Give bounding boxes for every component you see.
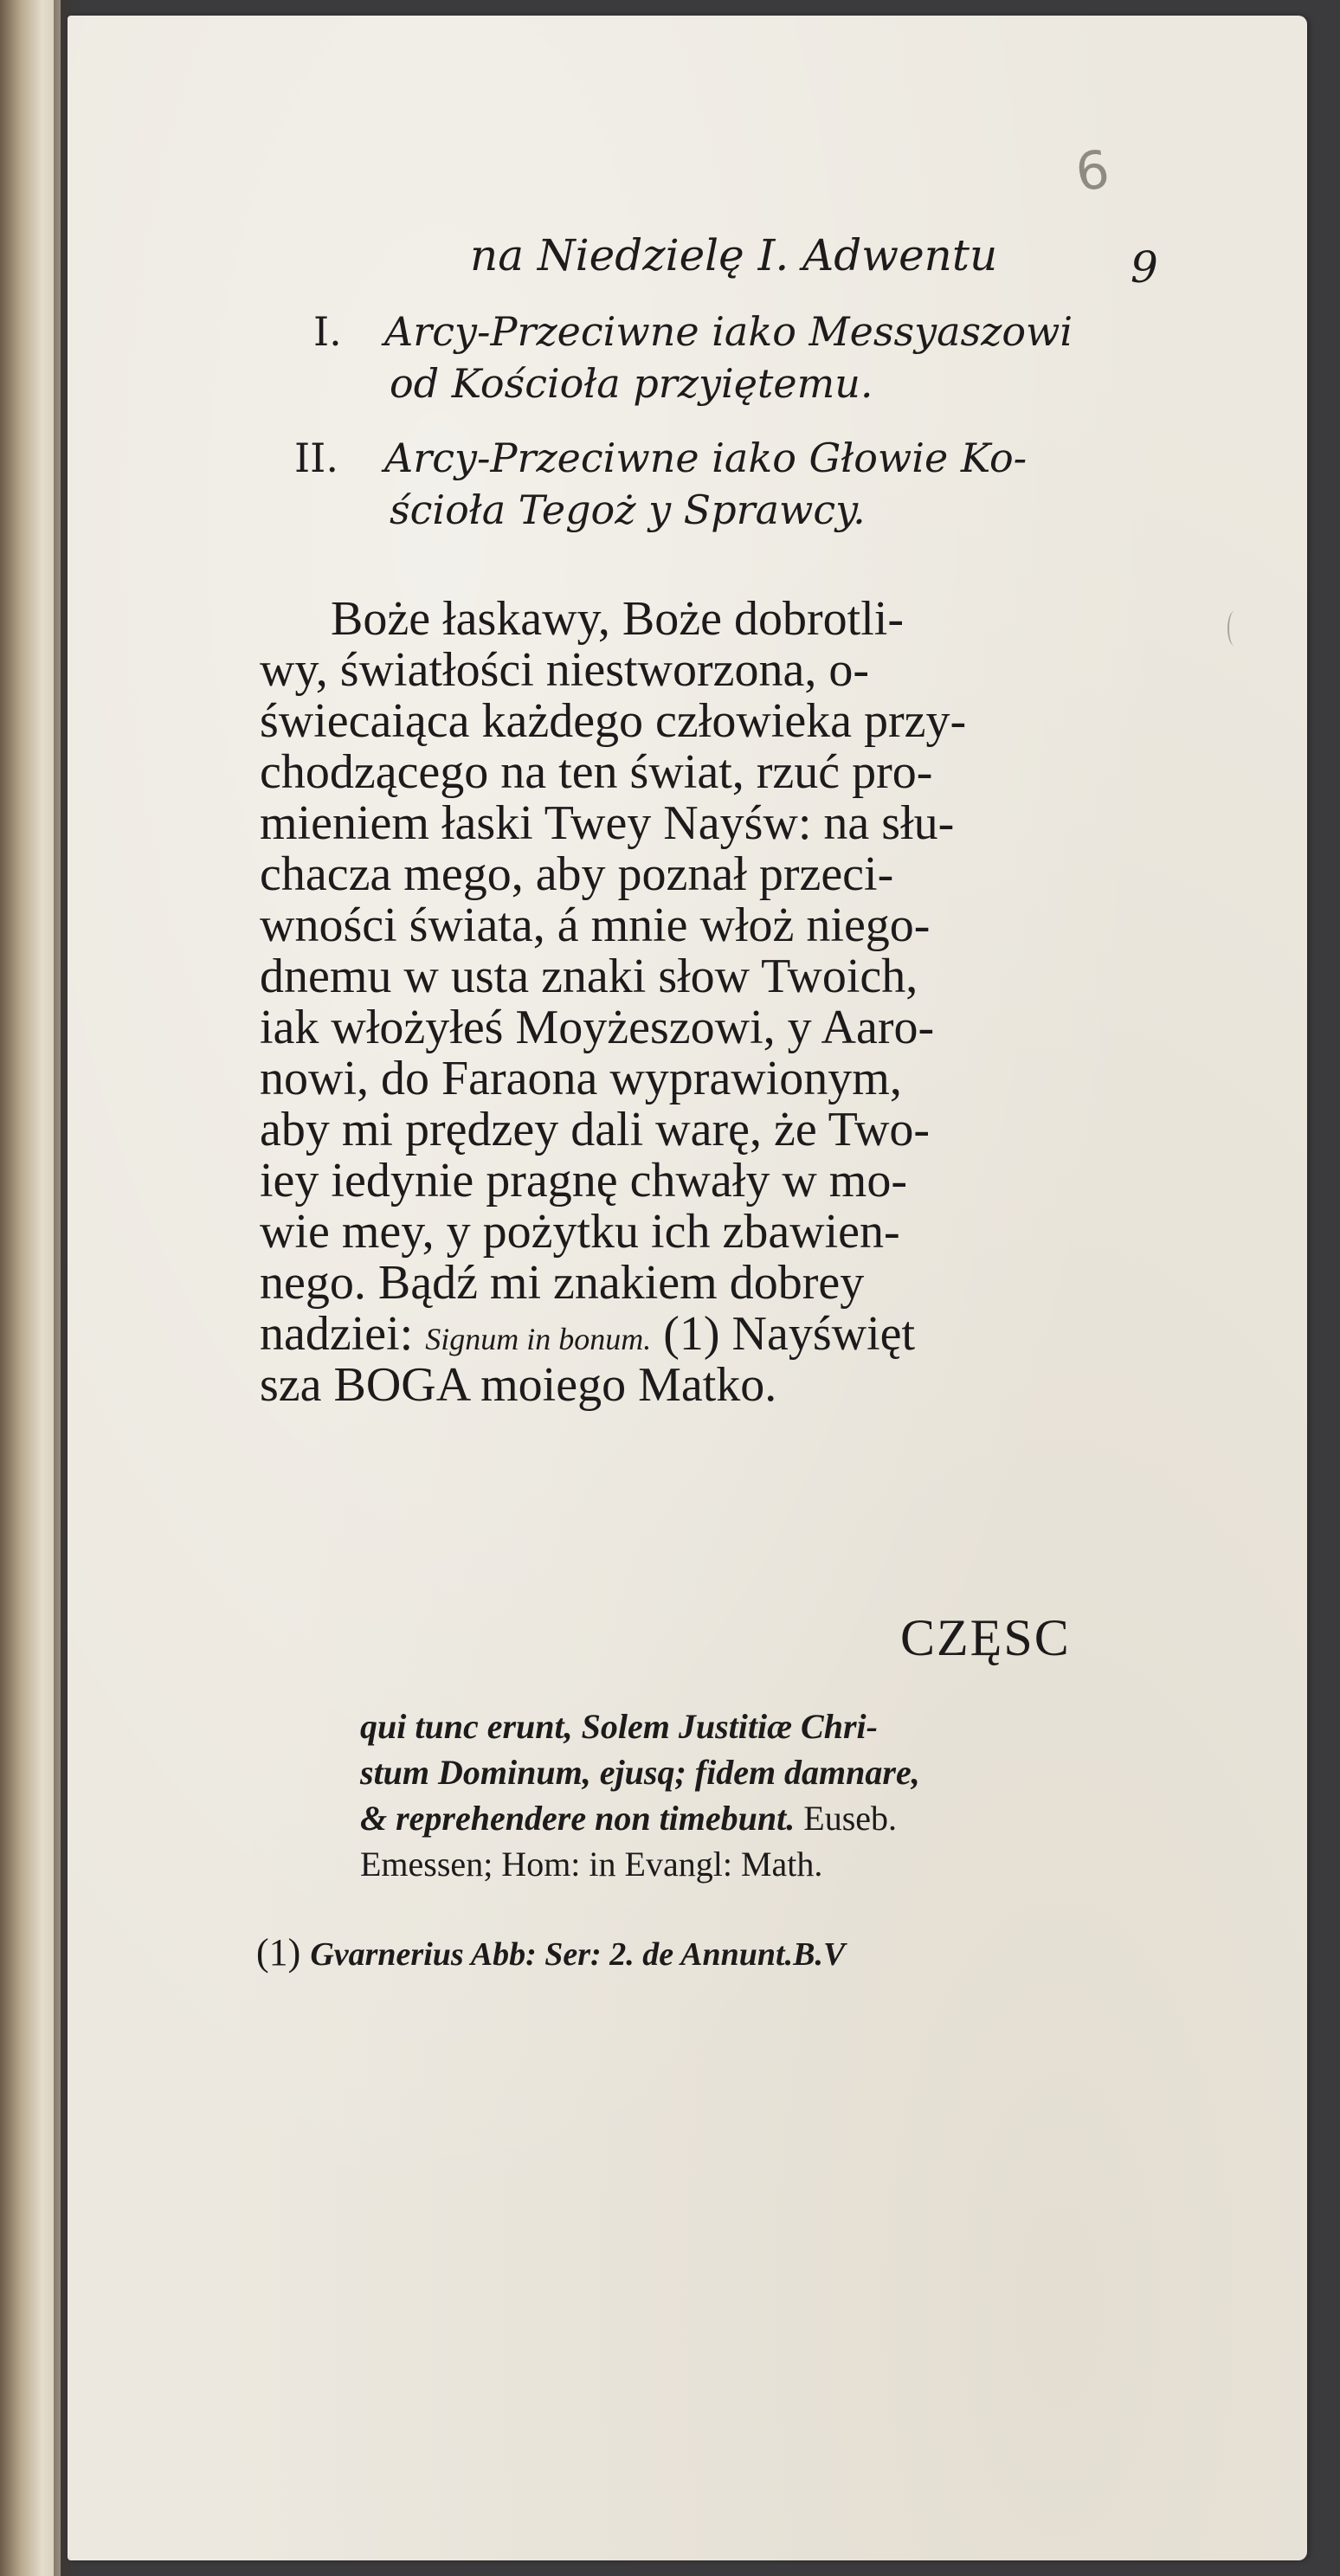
book-page xyxy=(68,16,1307,2560)
body-line: wie mey, y pożytku ich zbawien- xyxy=(260,1205,900,1259)
body-line-with-latin xyxy=(260,1309,1169,1360)
body-line: Boże łaskawy, Boże dobrotli- xyxy=(331,592,904,646)
body-line: wności świata, á mnie włoż niego- xyxy=(260,898,931,952)
quote-line xyxy=(360,1795,920,1841)
outline-point-number: I. xyxy=(313,308,342,355)
quote-italic-text: & reprehendere non timebunt. xyxy=(360,1799,796,1838)
body-line: nego. Bądź mi znakiem dobrey xyxy=(260,1256,865,1310)
footnote-text: Gvarnerius Abb: Ser: 2. de Annunt.B.V xyxy=(310,1936,846,1973)
outline-point-1 xyxy=(313,308,1179,412)
latin-phrase: Signum in bonum. xyxy=(425,1322,652,1356)
body-line: chacza mego, aby poznał przeci- xyxy=(260,847,894,901)
quote-line: stum Dominum, ejusq; fidem damnare, xyxy=(360,1753,920,1792)
body-line: mieniem łaski Twey Nayśw: na słu- xyxy=(260,796,955,850)
pencil-page-mark: 6 xyxy=(1072,138,1113,204)
body-line: wy, światłości niestworzona, o- xyxy=(260,643,869,697)
footnote-marker: (1) xyxy=(256,1931,301,1974)
body-text: (1) Nayświęt xyxy=(663,1307,916,1361)
outline-point-line: ścioła Tegoż y Sprawcy. xyxy=(390,486,866,533)
outline-point-2 xyxy=(294,435,1160,538)
body-line: iak włożyłeś Moyżeszowi, y Aaro- xyxy=(260,1001,935,1054)
quote-roman-text: Euseb. xyxy=(803,1799,898,1838)
body-line: aby mi prędzey dali warę, że Two- xyxy=(260,1103,931,1156)
outline-point-number: II. xyxy=(294,435,338,481)
outline-point-line: od Kościoła przyiętemu. xyxy=(390,360,873,407)
body-paragraph xyxy=(260,594,1169,1411)
footnote xyxy=(256,1930,845,1974)
outline-point-line: Arcy-Przeciwne iako Głowie Ko- xyxy=(384,435,1028,481)
body-line: dnemu w usta znaki słow Twoich, xyxy=(260,950,918,1003)
outline-point-line: Arcy-Przeciwne iako Messyaszowi xyxy=(384,308,1073,355)
body-line: nowi, do Faraona wyprawionym, xyxy=(260,1052,902,1105)
body-line: chodzącego na ten świat, rzuć pro- xyxy=(260,745,933,799)
quote-line: Emessen; Hom: in Evangl: Math. xyxy=(360,1845,823,1884)
body-line: sza BOGA moiego Matko. xyxy=(260,1358,777,1412)
catchword: CZĘSC xyxy=(900,1609,1071,1666)
quote-line: qui tunc erunt, Solem Justitiæ Chri- xyxy=(360,1707,878,1746)
body-text: nadziei: xyxy=(260,1307,414,1361)
left-page-edge xyxy=(0,0,61,2576)
body-line: świecaiąca każdego człowieka przy- xyxy=(260,694,967,748)
latin-quote-note xyxy=(360,1703,920,1887)
running-title: na Niedzielę I. Adwentu xyxy=(470,230,998,280)
margin-stray-mark xyxy=(1227,611,1241,646)
page-number: 9 xyxy=(1131,242,1158,293)
body-line: iey iedynie pragnę chwały w mo- xyxy=(260,1154,907,1208)
